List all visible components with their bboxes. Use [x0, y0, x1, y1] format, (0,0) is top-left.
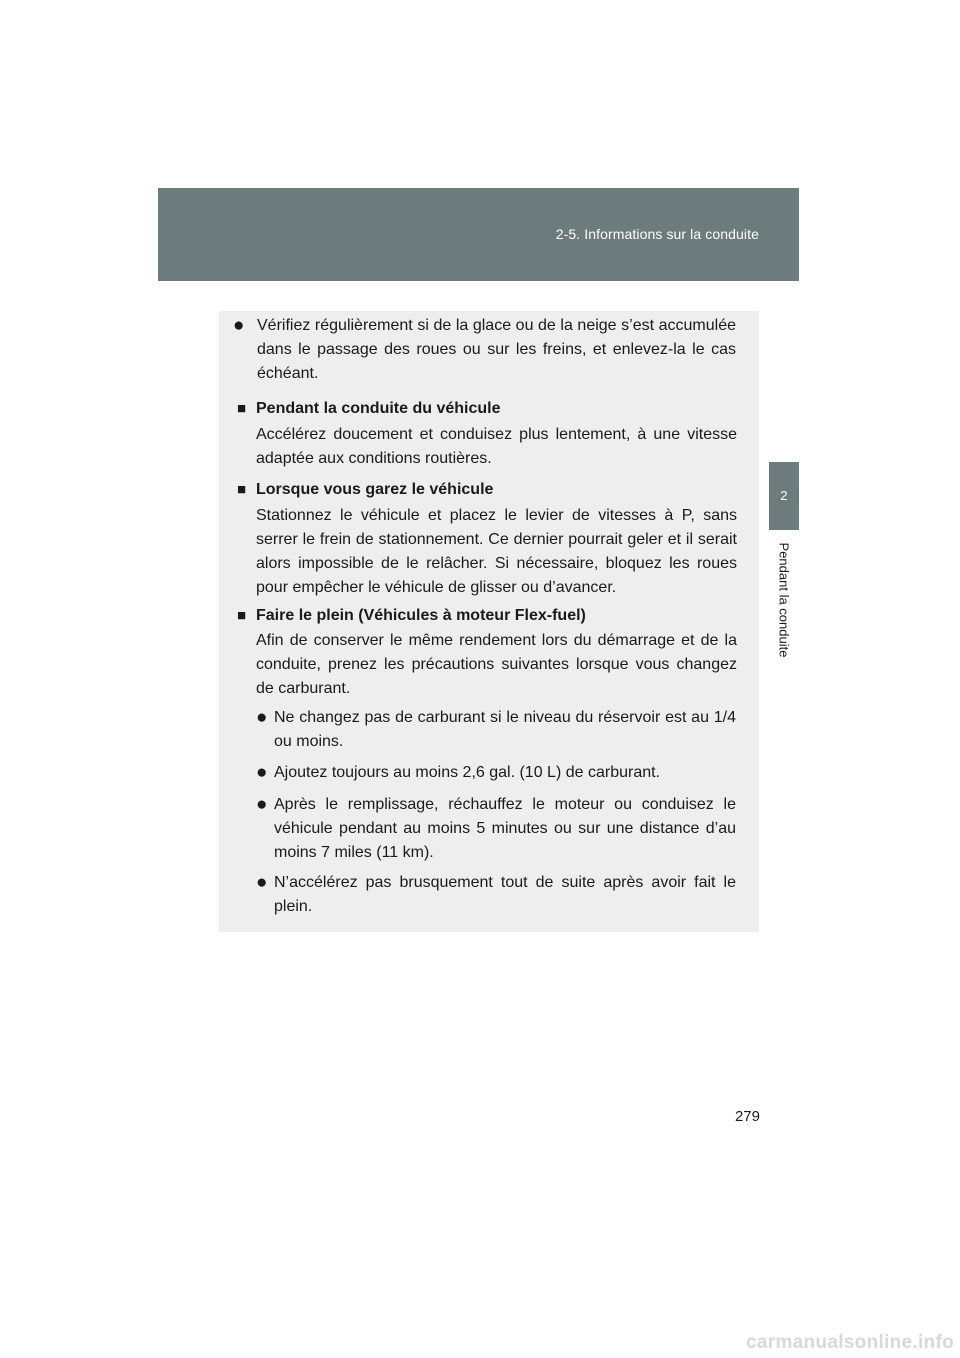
heading-text: Faire le plein (Véhicules à moteur Flex-fuel)	[256, 607, 586, 624]
section-title: 2-5. Informations sur la conduite	[555, 226, 759, 242]
heading-conduite	[237, 397, 737, 421]
watermark: carmanualsonline.info	[746, 1332, 954, 1353]
paragraph-text: Afin de conserver le même rendement lors du démarrage et de la conduite, prenez les précautions suivantes lorsque vous changez de carburant.	[256, 632, 737, 697]
paragraph-conduite	[256, 423, 737, 471]
bullet-icon: ●	[256, 707, 268, 728]
paragraph-garer	[256, 504, 737, 600]
list-item-niveau	[256, 706, 736, 754]
page-number: 279	[734, 1108, 760, 1125]
heading-square-icon: ■	[237, 481, 247, 498]
chapter-number: 2	[780, 488, 788, 503]
list-item-accelerez	[256, 871, 736, 919]
heading-text: Pendant la conduite du véhicule	[256, 400, 501, 417]
paragraph-text: Accélérez doucement et conduisez plus lentement, à une vitesse adaptée aux conditions routières.	[256, 426, 737, 467]
paragraph-plein	[256, 629, 737, 701]
bullet-icon: ●	[256, 762, 268, 783]
chapter-tab	[769, 462, 799, 530]
list-item-ajoutez	[256, 761, 736, 785]
heading-square-icon: ■	[237, 400, 247, 417]
bullet-icon: ●	[256, 794, 268, 815]
list-item-text: Vérifiez régulièrement si de la glace ou de la neige s’est accumulée dans le passage des roues ou sur les freins, et enlevez-la le cas échéant.	[257, 317, 736, 382]
paragraph-text: Stationnez le véhicule et placez le levier de vitesses à P, sans serrer le frein de stationnement. Ce dernier pourrait geler et il serait alors impossible de le relâcher. Si nécessaire, bloquez les roues pour empêcher le véhicule de glisser ou d’avancer.	[256, 507, 737, 596]
list-item-text: Ne changez pas de carburant si le niveau du réservoir est au 1/4 ou moins.	[274, 709, 736, 750]
list-item-glace	[233, 314, 736, 386]
bullet-icon: ●	[256, 872, 268, 893]
bullet-icon: ●	[233, 315, 245, 336]
heading-plein	[237, 604, 737, 628]
header-band	[158, 188, 799, 281]
heading-square-icon: ■	[237, 607, 247, 624]
list-item-text: Après le remplissage, réchauffez le moteur ou conduisez le véhicule pendant au moins 5 minutes ou sur une distance d’au moins 7 miles (11 km).	[274, 796, 736, 861]
list-item-text: N’accélérez pas brusquement tout de suite après avoir fait le plein.	[274, 874, 736, 915]
heading-garer	[237, 478, 737, 502]
content-box	[219, 311, 759, 932]
chapter-label: Pendant la conduite	[776, 542, 792, 658]
list-item-remplissage	[256, 793, 736, 865]
list-item-text: Ajoutez toujours au moins 2,6 gal. (10 L) de carburant.	[274, 764, 660, 781]
heading-text: Lorsque vous garez le véhicule	[256, 481, 494, 498]
